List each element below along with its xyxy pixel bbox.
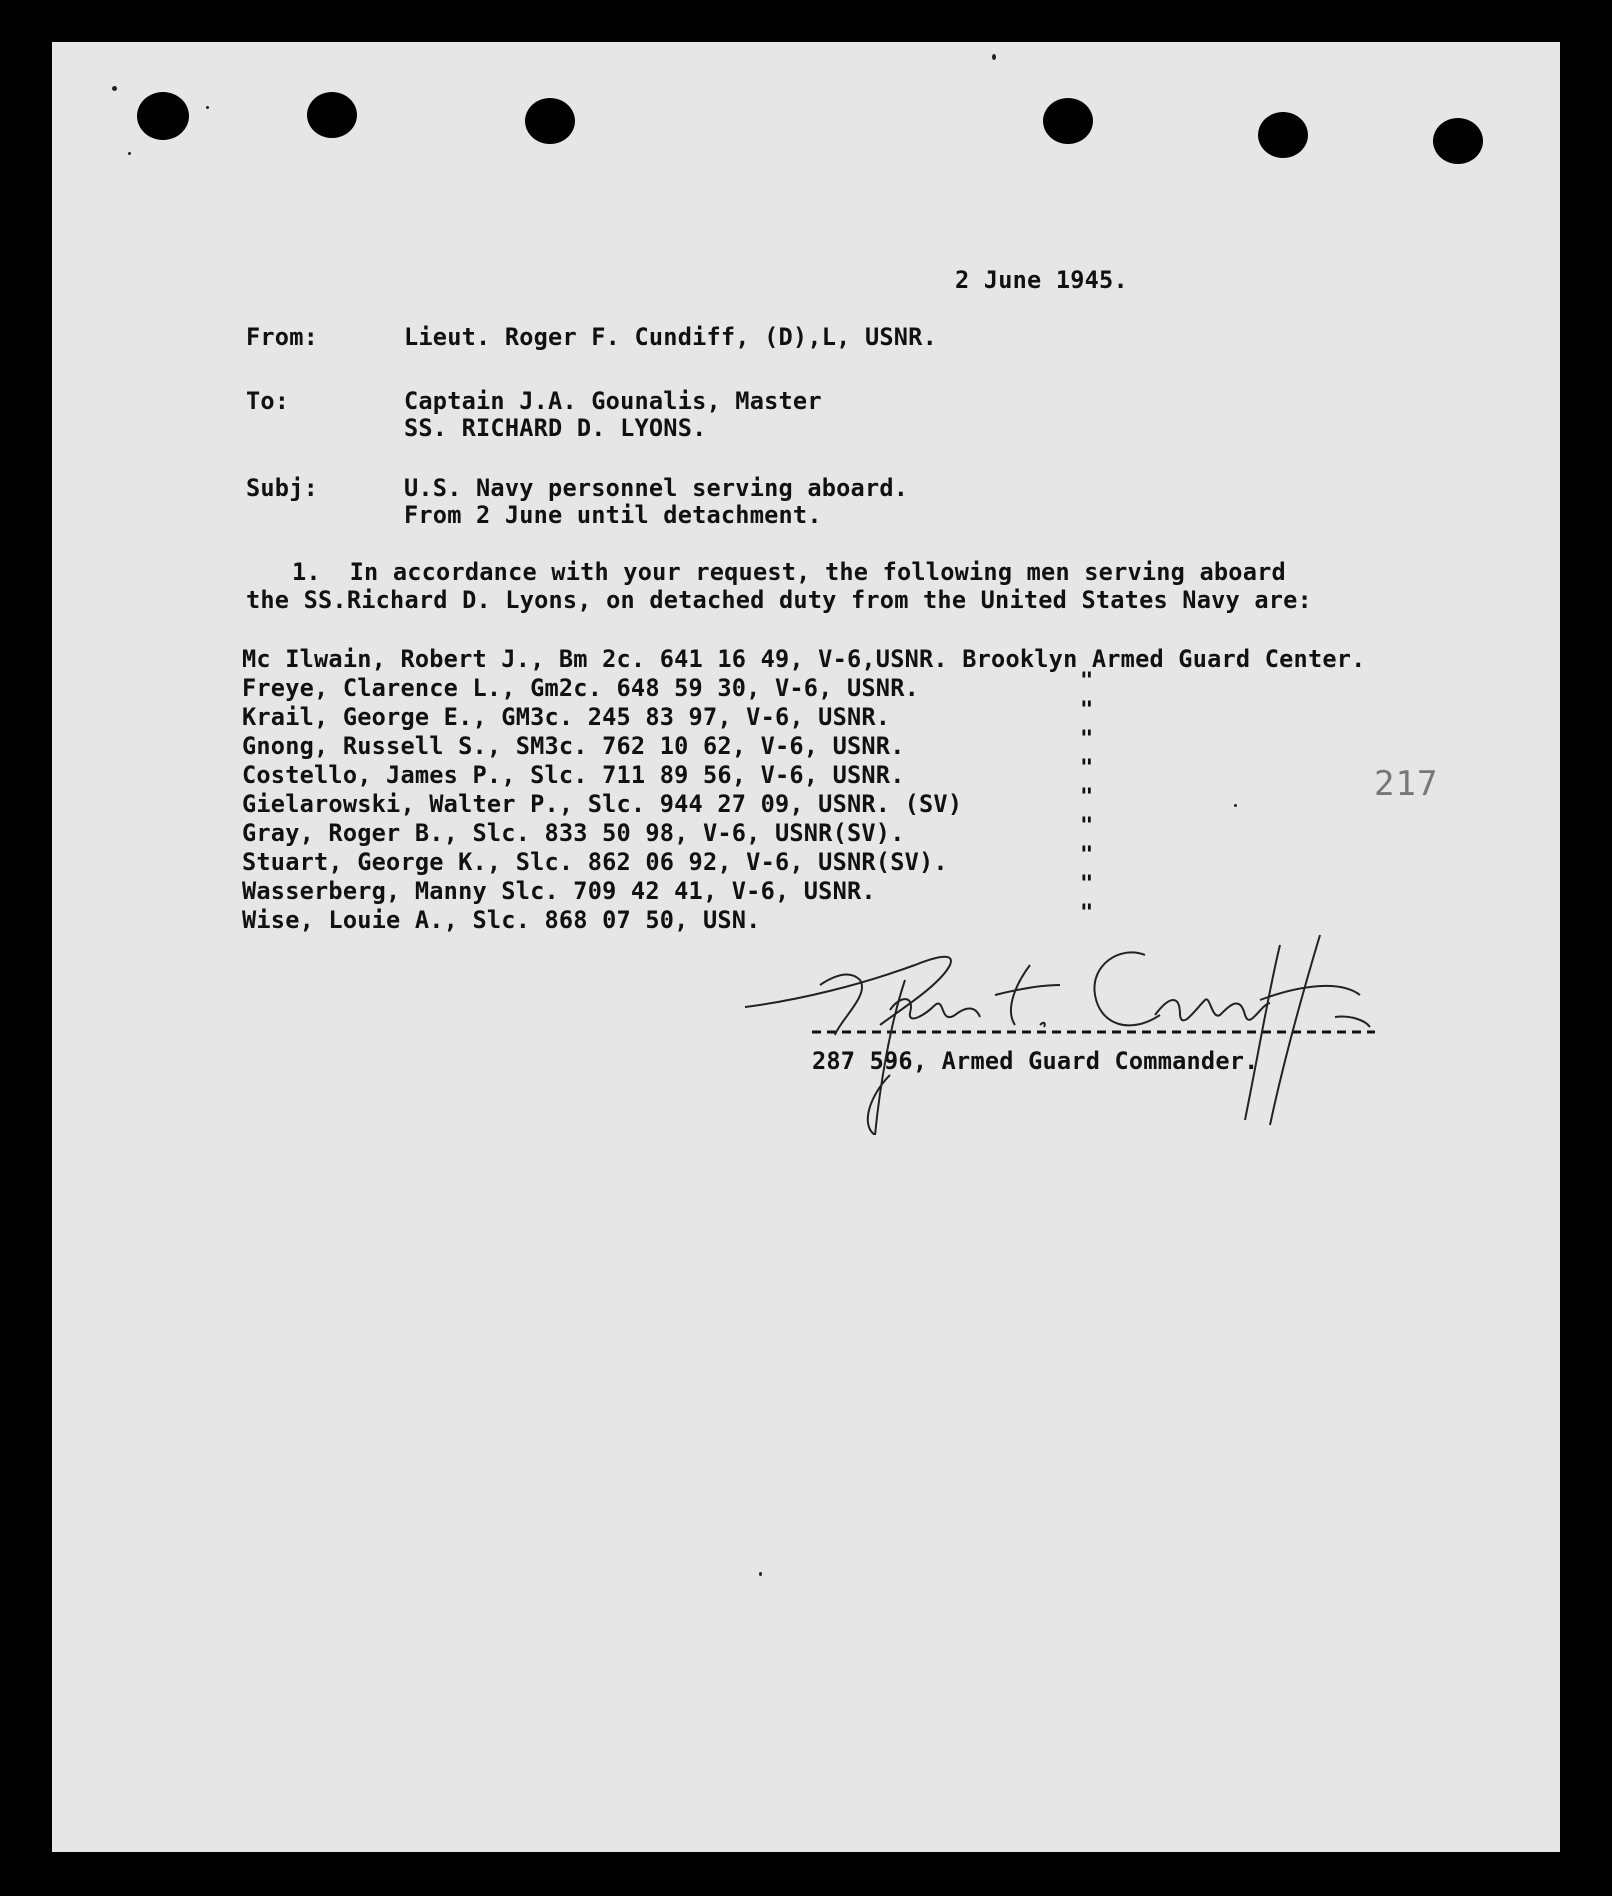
letter-date: 2 June 1945. (955, 266, 1128, 294)
punch-hole-3 (525, 98, 575, 144)
punch-hole-1 (137, 92, 189, 140)
ink-speck (112, 86, 117, 91)
personnel-entry: Wise, Louie A., Slc. 868 07 50, USN. (242, 906, 761, 934)
ink-speck (759, 1572, 762, 1576)
page-number-stamp: 217 (1374, 764, 1439, 804)
personnel-entry: Freye, Clarence L., Gm2c. 648 59 30, V-6, USNR. (242, 674, 920, 702)
handwritten-signature (740, 925, 1380, 1135)
to-label: To: (246, 387, 290, 415)
punch-hole-4 (1043, 98, 1093, 144)
ditto-mark: " (1080, 814, 1094, 839)
personnel-entry: Gray, Roger B., Slc. 833 50 98, V-6, USNR(SV). (242, 819, 905, 847)
punch-hole-2 (307, 92, 357, 138)
ink-speck (128, 152, 131, 155)
personnel-entry: Costello, James P., Slc. 711 89 56, V-6, USNR. (242, 761, 905, 789)
ink-speck (206, 106, 209, 109)
personnel-entry: Mc Ilwain, Robert J., Bm 2c. 641 16 49, V-6,USNR. Brooklyn Armed Guard Center. (242, 645, 1366, 673)
body-paragraph-line-2: the SS.Richard D. Lyons, on detached duty from the United States Navy are: (246, 586, 1312, 614)
ditto-mark: " (1080, 698, 1094, 723)
ditto-mark: " (1080, 669, 1094, 694)
ditto-mark: " (1080, 843, 1094, 868)
signature-caption: 287 596, Armed Guard Commander. (812, 1047, 1259, 1075)
personnel-entry: Krail, George E., GM3c. 245 83 97, V-6, USNR. (242, 703, 891, 731)
punch-hole-6 (1433, 118, 1483, 164)
ditto-mark: " (1080, 901, 1094, 926)
punch-hole-5 (1258, 112, 1308, 158)
from-value: Lieut. Roger F. Cundiff, (D),L, USNR. (404, 323, 937, 351)
ditto-mark: " (1080, 785, 1094, 810)
personnel-entry: Wasserberg, Manny Slc. 709 42 41, V-6, USNR. (242, 877, 876, 905)
ditto-mark: " (1080, 756, 1094, 781)
from-label: From: (246, 323, 319, 351)
ink-speck (992, 54, 996, 60)
subj-label: Subj: (246, 474, 319, 502)
subj-line-1: U.S. Navy personnel serving aboard. (404, 474, 909, 502)
personnel-entry: Gielarowski, Walter P., Slc. 944 27 09, USNR. (SV) (242, 790, 963, 818)
to-line-2: SS. RICHARD D. LYONS. (404, 414, 707, 442)
personnel-entry: Gnong, Russell S., SM3c. 762 10 62, V-6, USNR. (242, 732, 905, 760)
to-line-1: Captain J.A. Gounalis, Master (404, 387, 822, 415)
ditto-mark: " (1080, 727, 1094, 752)
body-paragraph-line-1: 1. In accordance with your request, the following men serving aboard (292, 558, 1286, 586)
ink-speck (1234, 804, 1237, 807)
personnel-entry: Stuart, George K., Slc. 862 06 92, V-6, USNR(SV). (242, 848, 948, 876)
subj-line-2: From 2 June until detachment. (404, 501, 822, 529)
ditto-mark: " (1080, 872, 1094, 897)
